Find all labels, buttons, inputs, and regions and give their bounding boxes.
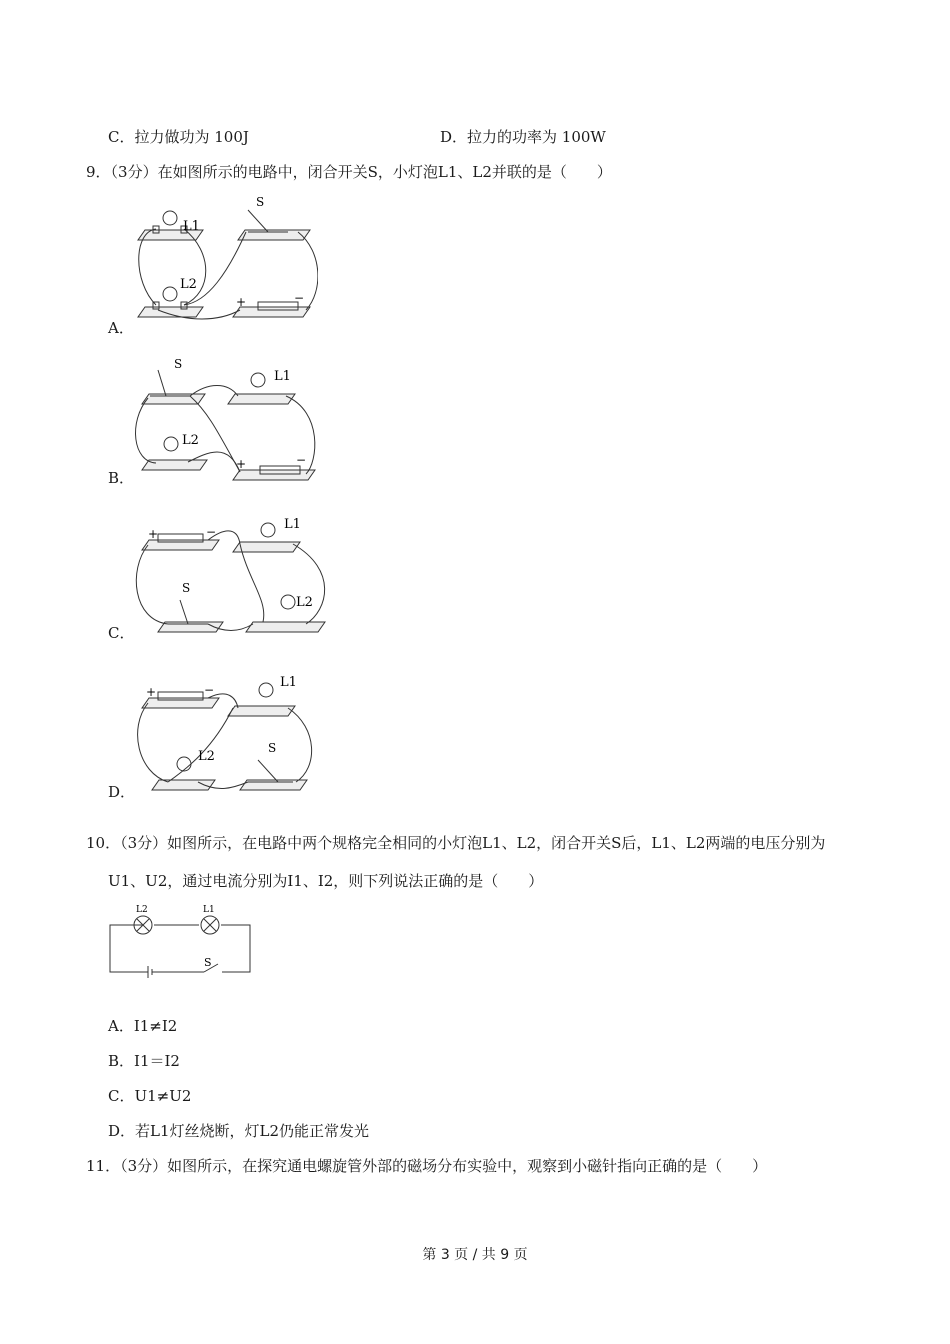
q9d-minus-label: − (204, 683, 215, 697)
q11-stem: 11．（3分）如图所示，在探究通电螺旋管外部的磁场分布实验中，观察到小磁针指向正确的是（ ） (86, 1157, 768, 1175)
q9b-plus-label: + (236, 457, 247, 471)
q10-l1-label: L1 (203, 905, 215, 915)
q9a-plus-label: + (236, 295, 247, 309)
q10-circuit-figure (104, 900, 260, 980)
q9-option-d: D． (108, 783, 136, 801)
q9a-l1-label: L1 (183, 219, 200, 234)
q9c-minus-label: − (206, 525, 217, 539)
q9c-l2-label: L2 (296, 595, 313, 610)
q10-option-b: B．I1＝I2 (108, 1052, 180, 1070)
q8-option-c: C．拉力做功为 100J (108, 128, 249, 146)
page-footer: 第 3 页 / 共 9 页 (422, 1247, 528, 1263)
q9d-l2-label: L2 (198, 749, 215, 764)
q9b-minus-label: − (296, 453, 307, 467)
q9c-s-label: S (182, 581, 191, 595)
q9c-l1-label: L1 (284, 517, 301, 532)
q10-l2-label: L2 (136, 905, 148, 915)
q10-stem-line2: U1、U2，通过电流分别为I1、I2，则下列说法正确的是（ ） (108, 872, 544, 890)
q9-stem: 9．（3分）在如图所示的电路中，闭合开关S，小灯泡L1、L2并联的是（ ） (86, 163, 612, 181)
q9a-s-label: S (256, 195, 265, 209)
q10-s-label: S (204, 956, 212, 969)
q10-option-d: D．若L1灯丝烧断，灯L2仍能正常发光 (108, 1122, 370, 1140)
q8-option-d: D．拉力的功率为 100W (440, 128, 606, 146)
q9-figure-b (128, 352, 318, 487)
q10-option-a: A．I1≠I2 (108, 1017, 178, 1035)
q9b-s-label: S (174, 357, 183, 371)
q9-option-c: C． (108, 624, 135, 642)
q9a-l2-label: L2 (180, 277, 197, 292)
q9-figure-c (128, 510, 328, 645)
q9-option-a: A． (108, 319, 134, 337)
q9d-plus-label: + (146, 685, 157, 699)
q9-figure-a (128, 192, 318, 327)
q9d-l1-label: L1 (280, 675, 297, 690)
q9a-minus-label: − (294, 291, 305, 305)
q9-option-b: B． (108, 469, 135, 487)
q10-stem-line1: 10．（3分）如图所示，在电路中两个规格完全相同的小灯泡L1、L2，闭合开关S后，L1、L2两端的电压分别为 (86, 834, 826, 852)
q9-figure-d (128, 668, 318, 803)
q9b-l1-label: L1 (274, 369, 291, 384)
q9b-l2-label: L2 (182, 433, 199, 448)
q10-option-c: C．U1≠U2 (108, 1087, 192, 1105)
q9c-plus-label: + (148, 527, 159, 541)
q9d-s-label: S (268, 741, 277, 755)
